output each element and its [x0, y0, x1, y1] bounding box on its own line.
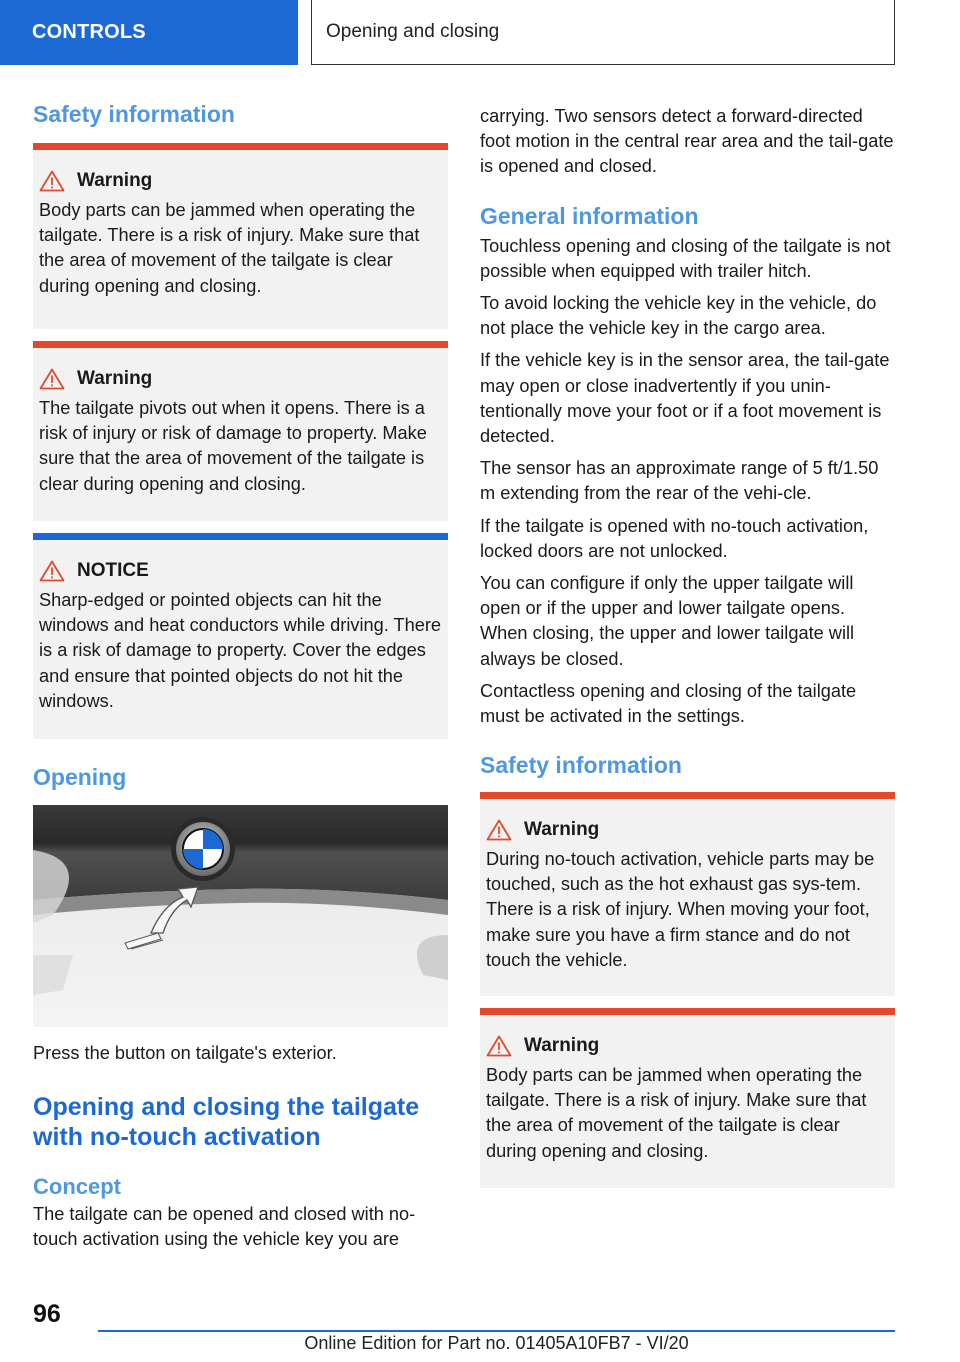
warning-text: The tailgate pivots out when it opens. There is a risk of injury or risk of damage to property. Make sure that the area of movement of the tailgate is clear during opening and closing. [39, 397, 427, 494]
right-column [480, 104, 895, 1188]
tailgate-photo [33, 805, 448, 1027]
warning-title: Warning [77, 169, 153, 191]
left-column [33, 100, 448, 1252]
safety-heading: Safety information [33, 101, 235, 127]
warning-box [480, 792, 895, 996]
warning-text: Body parts can be jammed when operating the tailgate. There is a risk of injury. Make sure that the area of movement of the tailgate is clear during opening and closing. [39, 199, 420, 296]
general-paragraph: If the tailgate is opened with no-touch activation, locked doors are not unlocked. [480, 515, 869, 561]
general-paragraph: The sensor has an approximate range of 5 ft/1.50 m extending from the rear of the vehi-cle. [480, 458, 879, 504]
general-paragraph: If the vehicle key is in the sensor area, the tail-gate may open or close inadvertently if you unin-tentionally move your foot or if a foot movement is detected. [480, 350, 890, 446]
opening-heading: Opening [33, 763, 127, 790]
warning-text: Body parts can be jammed when operating the tailgate. There is a risk of injury. Make sure that the area of movement of the tailgate is clear during opening and closing. [486, 1065, 867, 1161]
warning-triangle-icon [39, 368, 65, 390]
warning-triangle-icon [486, 1035, 512, 1057]
concept-heading: Concept [33, 1173, 121, 1199]
warning-text: During no-touch activation, vehicle parts may be touched, such as the hot exhaust gas sys-tem. There is a risk of injury. When moving your foot, make sure you have a firm stance and do not touch the vehicle. [486, 849, 875, 970]
general-paragraph: Contactless opening and closing of the tailgate must be activated in the settings. [480, 680, 857, 726]
notouch-heading: Opening and closing the tailgate with no-touch activation [33, 1092, 420, 1152]
tailgate-button-illustration [33, 805, 448, 1027]
notice-title: NOTICE [77, 559, 149, 581]
safety-heading-right: Safety information [480, 752, 682, 779]
general-paragraph: To avoid locking the vehicle key in the vehicle, do not place the vehicle key in the cargo area. [480, 292, 877, 339]
general-info-heading: General information [480, 202, 699, 229]
notice-triangle-icon [39, 560, 65, 582]
warning-box [480, 1008, 895, 1188]
edition-label: Online Edition for Part no. 01405A10FB7 - VI/20 [304, 1333, 689, 1353]
footer-divider [98, 1330, 895, 1332]
warning-triangle-icon [39, 170, 65, 192]
warning-box [33, 341, 448, 521]
warning-triangle-icon [486, 819, 512, 841]
warning-box [33, 143, 448, 329]
concept-text: The tailgate can be opened and closed with no-touch activation using the vehicle key you are [33, 1203, 416, 1249]
chapter-header [311, 0, 895, 65]
opening-caption: Press the button on tailgate's exterior. [33, 1042, 337, 1063]
warning-title: Warning [77, 367, 153, 389]
concept-continued: carrying. Two sensors detect a forward-directed foot motion in the central rear area and the tail-gate is opened and closed. [480, 106, 894, 177]
warning-title: Warning [524, 819, 600, 841]
general-paragraph: You can configure if only the upper tailgate will open or if the upper and lower tailgate opens. When closing, the upper and lower tailgate will always be closed. [480, 572, 855, 669]
general-paragraph: Touchless opening and closing of the tailgate is not possible when equipped with trailer hitch. [480, 235, 891, 281]
page-number: 96 [33, 1300, 61, 1328]
warning-title: Warning [524, 1035, 600, 1057]
section-tab [0, 0, 298, 65]
section-label: CONTROLS [32, 21, 146, 43]
chapter-label: Opening and closing [326, 21, 500, 42]
notice-box [33, 533, 448, 739]
notice-text: Sharp-edged or pointed objects can hit the windows and heat conductors while driving. There is a risk of damage to property. Cover the edges and ensure that pointed objects do not hit the windows. [39, 589, 442, 711]
